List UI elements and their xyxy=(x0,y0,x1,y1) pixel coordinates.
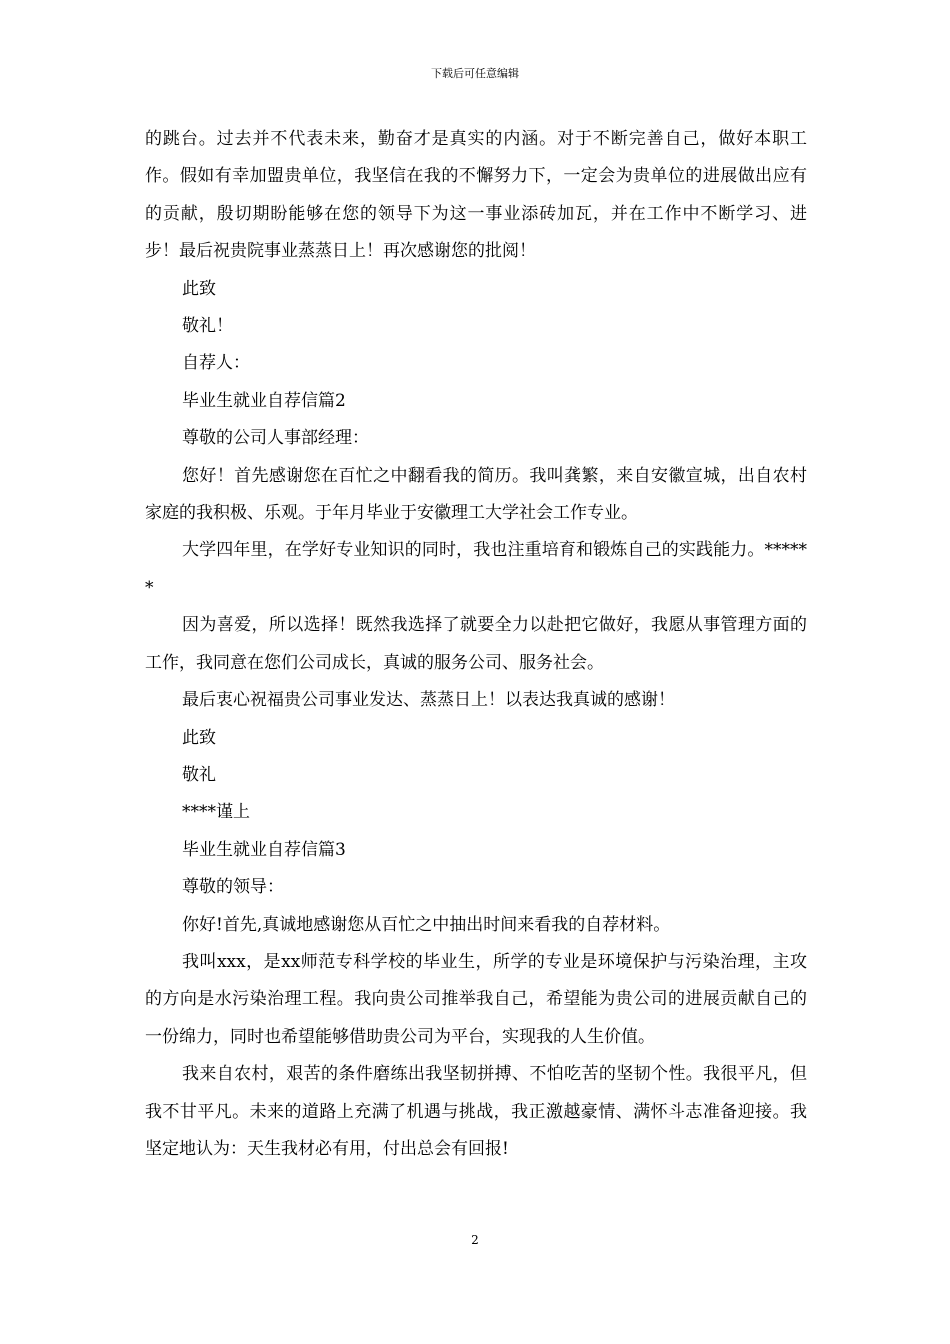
paragraph: 最后衷心祝福贵公司事业发达、蒸蒸日上！以表达我真诚的感谢！ xyxy=(182,690,675,711)
signature: ****谨上 xyxy=(182,802,250,823)
page-header: 下载后可任意编辑 xyxy=(431,67,519,80)
salutation: 尊敬的公司人事部经理： xyxy=(182,428,369,449)
document-body xyxy=(145,121,807,1168)
paragraph: 自荐人： xyxy=(182,353,250,374)
paragraph: 此致 xyxy=(182,727,216,748)
salutation: 尊敬的领导： xyxy=(182,877,284,898)
paragraph: 我叫xxx，是xx师范专科学校的毕业生，所学的专业是环境保护与污染治理，主攻的方向是水污染治理工程。我向贵公司推举我自己，希望能为贵公司的进展贡献自己的一份绵力，同时也希望能够借助贵公司为平台，实现我的人生价值。 xyxy=(145,951,807,1047)
paragraph: 的跳台。过去并不代表未来，勤奋才是真实的内涵。对于不断完善自己，做好本职工作。假如有幸加盟贵单位，我坚信在我的不懈努力下，一定会为贵单位的进展做出应有的贡献，殷切期盼能够在您的领导下为这一事业添砖加瓦，并在工作中不断学习、进步！最后祝贵院事业蒸蒸日上！再次感谢您的批阅！ xyxy=(145,129,807,262)
paragraph: 因为喜爱，所以选择！既然我选择了就要全力以赴把它做好，我愿从事管理方面的工作，我同意在您们公司成长，真诚的服务公司、服务社会。 xyxy=(145,615,807,673)
paragraph: 你好!首先,真诚地感谢您从百忙之中抽出时间来看我的自荐材料。 xyxy=(182,914,671,935)
paragraph: 敬礼 xyxy=(182,764,216,785)
paragraph: 我来自农村，艰苦的条件磨练出我坚韧拼搏、不怕吃苦的坚韧个性。我很平凡，但我不甘平凡。未来的道路上充满了机遇与挑战，我正激越豪情、满怀斗志准备迎接。我坚定地认为：天生我材必有用，付出总会有回报! xyxy=(145,1064,807,1159)
paragraph: 您好！首先感谢您在百忙之中翻看我的简历。我叫龚繁，来自安徽宣城，出自农村家庭的我积极、乐观。于年月毕业于安徽理工大学社会工作专业。 xyxy=(145,465,807,524)
page-number: 2 xyxy=(471,1233,479,1247)
paragraph: 此致 xyxy=(182,278,216,299)
section-heading: 毕业生就业自荐信篇2 xyxy=(182,390,346,411)
paragraph: 敬礼！ xyxy=(182,316,233,337)
section-heading: 毕业生就业自荐信篇3 xyxy=(182,839,346,860)
paragraph: 大学四年里，在学好专业知识的同时，我也注重培育和锻炼自己的实践能力。****** xyxy=(145,540,807,598)
